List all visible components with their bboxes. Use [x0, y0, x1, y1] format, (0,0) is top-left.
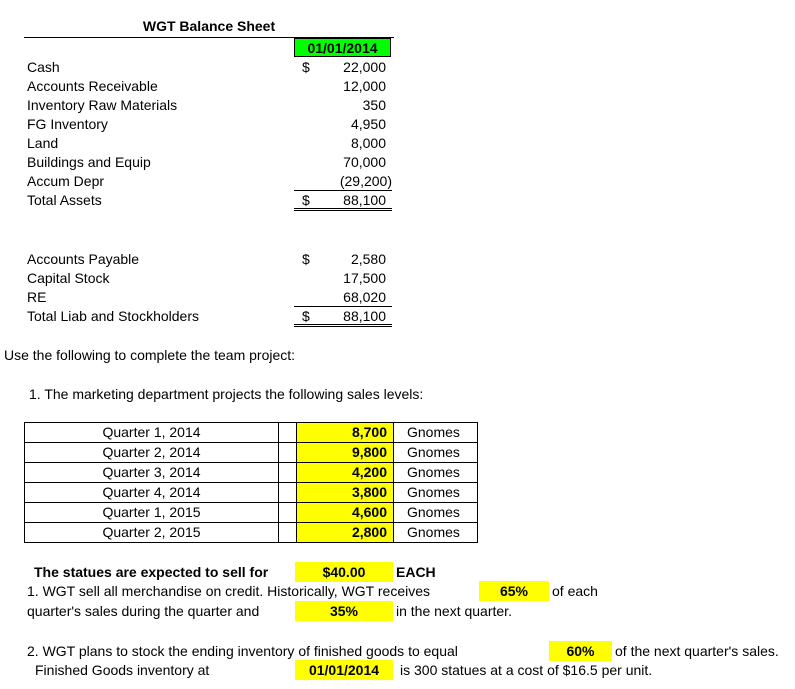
units-cell[interactable]: 4,200 [297, 463, 394, 483]
spacer-cell [279, 443, 297, 463]
table-row [25, 523, 478, 543]
table-row [25, 503, 478, 523]
price-cell[interactable]: $40.00 [295, 562, 393, 582]
table-row [25, 483, 478, 503]
line-item-label: Capital Stock [27, 270, 110, 286]
spacer-cell [279, 423, 297, 443]
inventory-line1: 2. WGT plans to stock the ending inventory of finished goods to equal [27, 643, 458, 659]
spacer-cell [279, 483, 297, 503]
collect-next-cell[interactable]: 35% [295, 601, 393, 621]
unit-cell: Gnomes [394, 443, 478, 463]
line-item-value[interactable]: 4,950 [350, 116, 386, 132]
period-cell: Quarter 4, 2014 [25, 483, 279, 503]
credit-line2: quarter's sales during the quarter and [27, 603, 260, 619]
currency-symbol: $ [302, 192, 310, 208]
total-double-underline [294, 208, 392, 211]
line-item-label: Inventory Raw Materials [27, 97, 178, 113]
units-cell[interactable]: 3,800 [297, 483, 394, 503]
line-item-label: Land [27, 135, 59, 151]
balance-sheet-title: WGT Balance Sheet [142, 18, 276, 34]
credit-line2-suffix: in the next quarter. [396, 603, 512, 619]
table-row [25, 443, 478, 463]
unit-cell: Gnomes [394, 503, 478, 523]
sales-forecast-table [24, 422, 478, 543]
currency-symbol: $ [302, 308, 310, 324]
inventory-line2: Finished Goods inventory at [35, 662, 210, 678]
unit-cell: Gnomes [394, 483, 478, 503]
line-item-label: Accum Depr [27, 173, 105, 189]
price-label: The statues are expected to sell for [34, 564, 269, 580]
line-item-label: FG Inventory [27, 116, 108, 132]
item1-text: 1. The marketing department projects the following sales levels: [29, 386, 424, 402]
line-item-label: Total Assets [27, 192, 102, 208]
unit-cell: Gnomes [394, 463, 478, 483]
spacer-cell [279, 463, 297, 483]
line-item-label: Cash [27, 59, 60, 75]
line-item-label: Accounts Payable [27, 251, 140, 267]
currency-symbol: $ [302, 251, 310, 267]
line-item-value[interactable]: 88,100 [343, 192, 386, 208]
line-item-label: Buildings and Equip [27, 154, 151, 170]
period-cell: Quarter 1, 2015 [25, 503, 279, 523]
line-item-value[interactable]: 8,000 [350, 135, 386, 151]
line-item-value[interactable]: 17,500 [343, 270, 386, 286]
inventory-line1-suffix: of the next quarter's sales. [615, 643, 779, 659]
period-cell: Quarter 2, 2015 [25, 523, 279, 543]
collect-now-cell[interactable]: 65% [479, 581, 549, 601]
intro-text: Use the following to complete the team project: [4, 347, 296, 363]
inventory-line2-suffix: is 300 statues at a cost of $16.5 per unit. [400, 662, 653, 678]
line-item-value[interactable]: 22,000 [343, 59, 386, 75]
credit-line1-suffix: of each [552, 583, 598, 599]
line-item-label: Total Liab and Stockholders [27, 308, 199, 324]
currency-symbol: $ [302, 59, 310, 75]
table-row [25, 423, 478, 443]
period-cell: Quarter 3, 2014 [25, 463, 279, 483]
line-item-value[interactable]: 350 [362, 97, 386, 113]
units-cell[interactable]: 4,600 [297, 503, 394, 523]
spacer-cell [279, 523, 297, 543]
period-cell: Quarter 1, 2014 [25, 423, 279, 443]
units-cell[interactable]: 2,800 [297, 523, 394, 543]
line-item-value[interactable]: 88,100 [343, 308, 386, 324]
line-item-value[interactable]: 12,000 [343, 78, 386, 94]
line-item-value[interactable]: 68,020 [343, 289, 386, 305]
date-header[interactable]: 01/01/2014 [294, 38, 391, 57]
line-item-value[interactable]: 70,000 [343, 154, 386, 170]
line-item-label: Accounts Receivable [27, 78, 158, 94]
unit-cell: Gnomes [394, 523, 478, 543]
unit-cell: Gnomes [394, 423, 478, 443]
line-item-value[interactable]: (29,200) [339, 173, 392, 189]
period-cell: Quarter 2, 2014 [25, 443, 279, 463]
line-item-label: RE [27, 289, 47, 305]
price-suffix: EACH [396, 564, 436, 580]
units-cell[interactable]: 9,800 [297, 443, 394, 463]
line-item-value[interactable]: 2,580 [350, 251, 386, 267]
inventory-pct-cell[interactable]: 60% [549, 641, 612, 661]
credit-line1: 1. WGT sell all merchandise on credit. Historically, WGT receives [27, 583, 431, 599]
units-cell[interactable]: 8,700 [297, 423, 394, 443]
subtotal-line [294, 190, 392, 191]
total-double-underline [294, 324, 392, 327]
inventory-date-cell[interactable]: 01/01/2014 [295, 660, 393, 680]
spacer-cell [279, 503, 297, 523]
subtotal-line [294, 306, 392, 307]
table-row [25, 463, 478, 483]
